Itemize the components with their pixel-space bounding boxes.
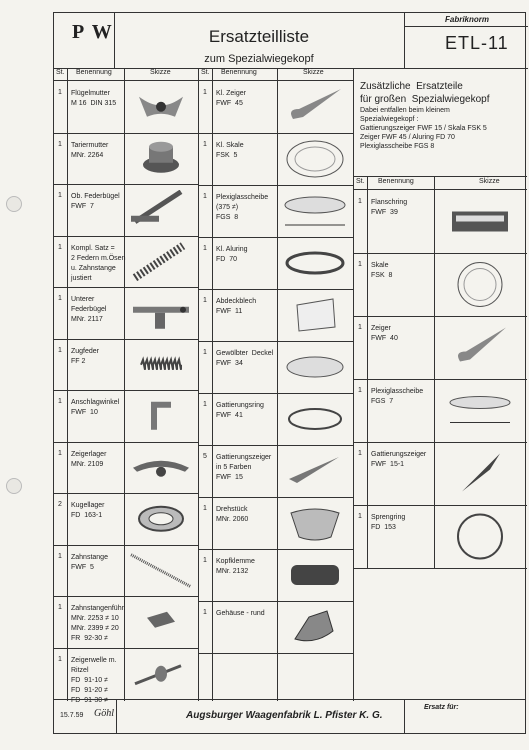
col-st: St. [201,69,210,76]
note-line: Zeiger FWF 45 / Aluring FD 70 [360,134,455,141]
part-sketch [438,448,522,499]
row-designation: Zugfeder FF 2 [71,347,100,365]
right-column [354,68,527,701]
row-designation: Anschlagwinkel FWF 10 [71,399,120,416]
part-sketch [128,345,194,385]
part-sketch [281,139,349,179]
part-sketch [128,396,194,436]
part-sketch [128,139,194,179]
parts-row [199,185,353,238]
row-designation: Plexiglasscheibe FGS 7 [371,388,424,405]
row-quantity: 1 [203,609,207,616]
row-quantity: 1 [203,401,207,408]
parts-row [199,237,353,290]
part-sketch [128,602,194,642]
part-sketch [281,347,349,387]
part-sketch [438,385,522,436]
part-sketch [128,654,194,694]
row-quantity: 1 [203,89,207,96]
row-designation: Unterer Federbügel MNr. 2117 [71,296,107,323]
punch-hole-bottom [6,478,22,494]
part-sketch [128,551,194,591]
row-quantity: 1 [358,198,362,205]
parts-list-sheet [53,12,526,734]
col-skizze: Skizze [150,69,171,76]
row-designation: Drehstück MNr. 2060 [216,506,249,523]
note-line: Spezialwiegekopf : [360,116,419,123]
col-st: St. [356,178,365,185]
parts-row [199,81,353,134]
part-sketch [438,196,522,247]
part-sketch [281,295,349,335]
col-st: St. [56,69,65,76]
row-quantity: 1 [358,387,362,394]
col-skizze: Skizze [479,178,500,185]
row-quantity: 1 [203,297,207,304]
row-designation: Zeigerlager MNr. 2109 [71,450,107,468]
col-skizze: Skizze [303,69,324,76]
row-quantity: 1 [58,398,62,405]
additional-parts-note [360,80,520,151]
part-sketch [281,243,349,283]
row-designation: Kl. Skale FSK 5 [216,142,244,159]
part-sketch [438,259,522,310]
part-sketch [438,511,522,562]
parts-row [54,493,198,546]
parts-row [354,253,527,317]
parts-row [54,133,198,186]
part-sketch [281,191,349,231]
page-subtitle: zum Spezialwiegekopf [204,53,314,65]
footer [54,699,525,733]
part-sketch [281,607,349,647]
row-quantity: 1 [358,513,362,520]
company-logo [54,13,115,69]
parts-row [354,379,527,443]
part-sketch [281,87,349,127]
part-sketch [281,555,349,595]
row-quantity: 1 [358,450,362,457]
parts-row [354,505,527,569]
parts-row [354,442,527,506]
punch-hole-top [6,196,22,212]
part-sketch [128,190,194,230]
row-designation: Flügelmutter M 16 DIN 315 [71,90,117,107]
parts-row [354,190,527,254]
part-sketch [281,399,349,439]
row-quantity: 1 [58,346,62,354]
row-designation: Kompl. Satz = 2 Federn m.Ösen u. Zahnstange justiert [71,244,126,282]
part-sketch [128,87,194,127]
row-quantity: 1 [58,192,62,199]
parts-row [199,497,353,550]
part-sketch [438,322,522,373]
fabriknorm-label: Fabriknorm [445,15,490,24]
row-quantity: 1 [58,552,62,560]
note-line: Plexiglasscheibe FGS 8 [360,143,435,150]
part-sketch [281,503,349,543]
row-quantity: 1 [203,245,207,252]
parts-row [199,289,353,342]
row-designation: Kl. Aluring FD 70 [216,246,248,263]
row-quantity: 1 [358,261,362,268]
row-quantity: 1 [58,295,62,302]
parts-row [54,390,198,443]
row-designation: Gattierungszeiger FWF 15-1 [371,451,427,468]
row-quantity: 1 [203,193,207,200]
fabriknorm-number: ETL-11 [445,33,509,53]
row-designation: Zeiger FWF 40 [371,325,398,342]
middle-header [199,68,353,81]
row-designation: Kugellager FD 163-1 [71,502,105,519]
page-title: Ersatzteilliste [208,27,310,46]
row-designation: Gattierungszeiger in 5 Farben FWF 15 [216,454,272,481]
parts-row [54,184,198,237]
parts-row [354,316,527,380]
middle-column [199,68,354,701]
row-quantity: 1 [358,324,362,331]
row-designation: Flanschring FWF 39 [371,199,408,216]
row-designation: Sprengring FD 153 [371,514,406,531]
signature: Göhl [94,708,114,719]
note-line: Dabei entfallen beim kleinem [360,107,450,114]
parts-row [54,596,198,649]
row-designation: Tariermutter MNr. 2264 [71,141,109,159]
row-quantity: 2 [58,501,62,508]
ersatz-label: Ersatz für: [424,704,459,711]
parts-row [54,81,198,134]
col-benennung: Benennung [221,69,257,76]
row-quantity: 1 [58,243,62,251]
footer-date: 15.7.59 [60,712,84,719]
row-designation: Gehäuse - rund [216,610,265,617]
row-quantity: 1 [203,557,207,564]
row-designation: Gewölbter Deckel FWF 34 [216,350,274,367]
part-sketch [128,293,194,333]
company-name: Augsburger Waagenfabrik L. Pfister K. G. [186,710,383,721]
row-designation: Abdeckblech FWF 11 [216,298,257,315]
title-block [114,13,404,69]
part-sketch [281,451,349,491]
note-heading: Zusätzliche Ersatzteile für großen Spezialwiegekopf [360,81,490,105]
parts-row [199,601,353,654]
row-designation: Skale FSK 8 [371,262,393,279]
part-sketch [128,499,194,539]
row-designation: Ob. Federbügel FWF 7 [71,193,120,210]
row-designation: Kl. Zeiger FWF 45 [216,90,246,107]
right-header [354,177,527,190]
col-benennung: Benennung [76,69,112,76]
row-designation: Gattierungsring FWF 41 [216,402,264,419]
part-sketch [128,448,194,488]
left-column [54,68,199,704]
logo-text: P W [72,21,114,43]
note-line: Gattierungszeiger FWF 15 / Skala FSK 5 [360,125,487,132]
row-quantity: 5 [203,453,207,460]
left-header [54,68,198,81]
parts-row [199,393,353,446]
parts-row [54,442,198,495]
col-benennung: Benennung [378,178,414,185]
row-quantity: 1 [58,449,62,457]
row-quantity: 1 [58,604,62,611]
row-quantity: 1 [203,505,207,512]
row-designation: Zeigerwelle m. Ritzel FD 91-10 ≠ FD 91-20 ≠ FD 91-30 ≠ [71,656,117,704]
parts-row [54,545,198,598]
row-designation: Zahnstange FWF 5 [71,553,108,571]
parts-row [199,549,353,602]
parts-row [199,445,353,498]
row-quantity: 1 [203,349,207,356]
row-quantity: 1 [58,655,62,663]
row-designation: Plexiglasscheibe (375 ≠) FGS 8 [216,194,269,221]
row-designation: Zahnstangenführ. MNr. 2253 ≠ 10 MNr. 2399 ≠ 20 FR 92-30 ≠ [71,605,126,642]
row-quantity: 1 [58,140,62,148]
parts-row [54,287,198,340]
parts-row [54,648,198,704]
parts-row [54,236,198,289]
parts-row [199,133,353,186]
fabriknorm-block [404,13,528,69]
row-quantity: 1 [203,141,207,148]
row-quantity: 1 [58,89,62,96]
parts-row [199,341,353,394]
part-sketch [128,242,194,282]
parts-row [54,339,198,392]
row-designation: Kopfklemme MNr. 2132 [216,558,255,575]
